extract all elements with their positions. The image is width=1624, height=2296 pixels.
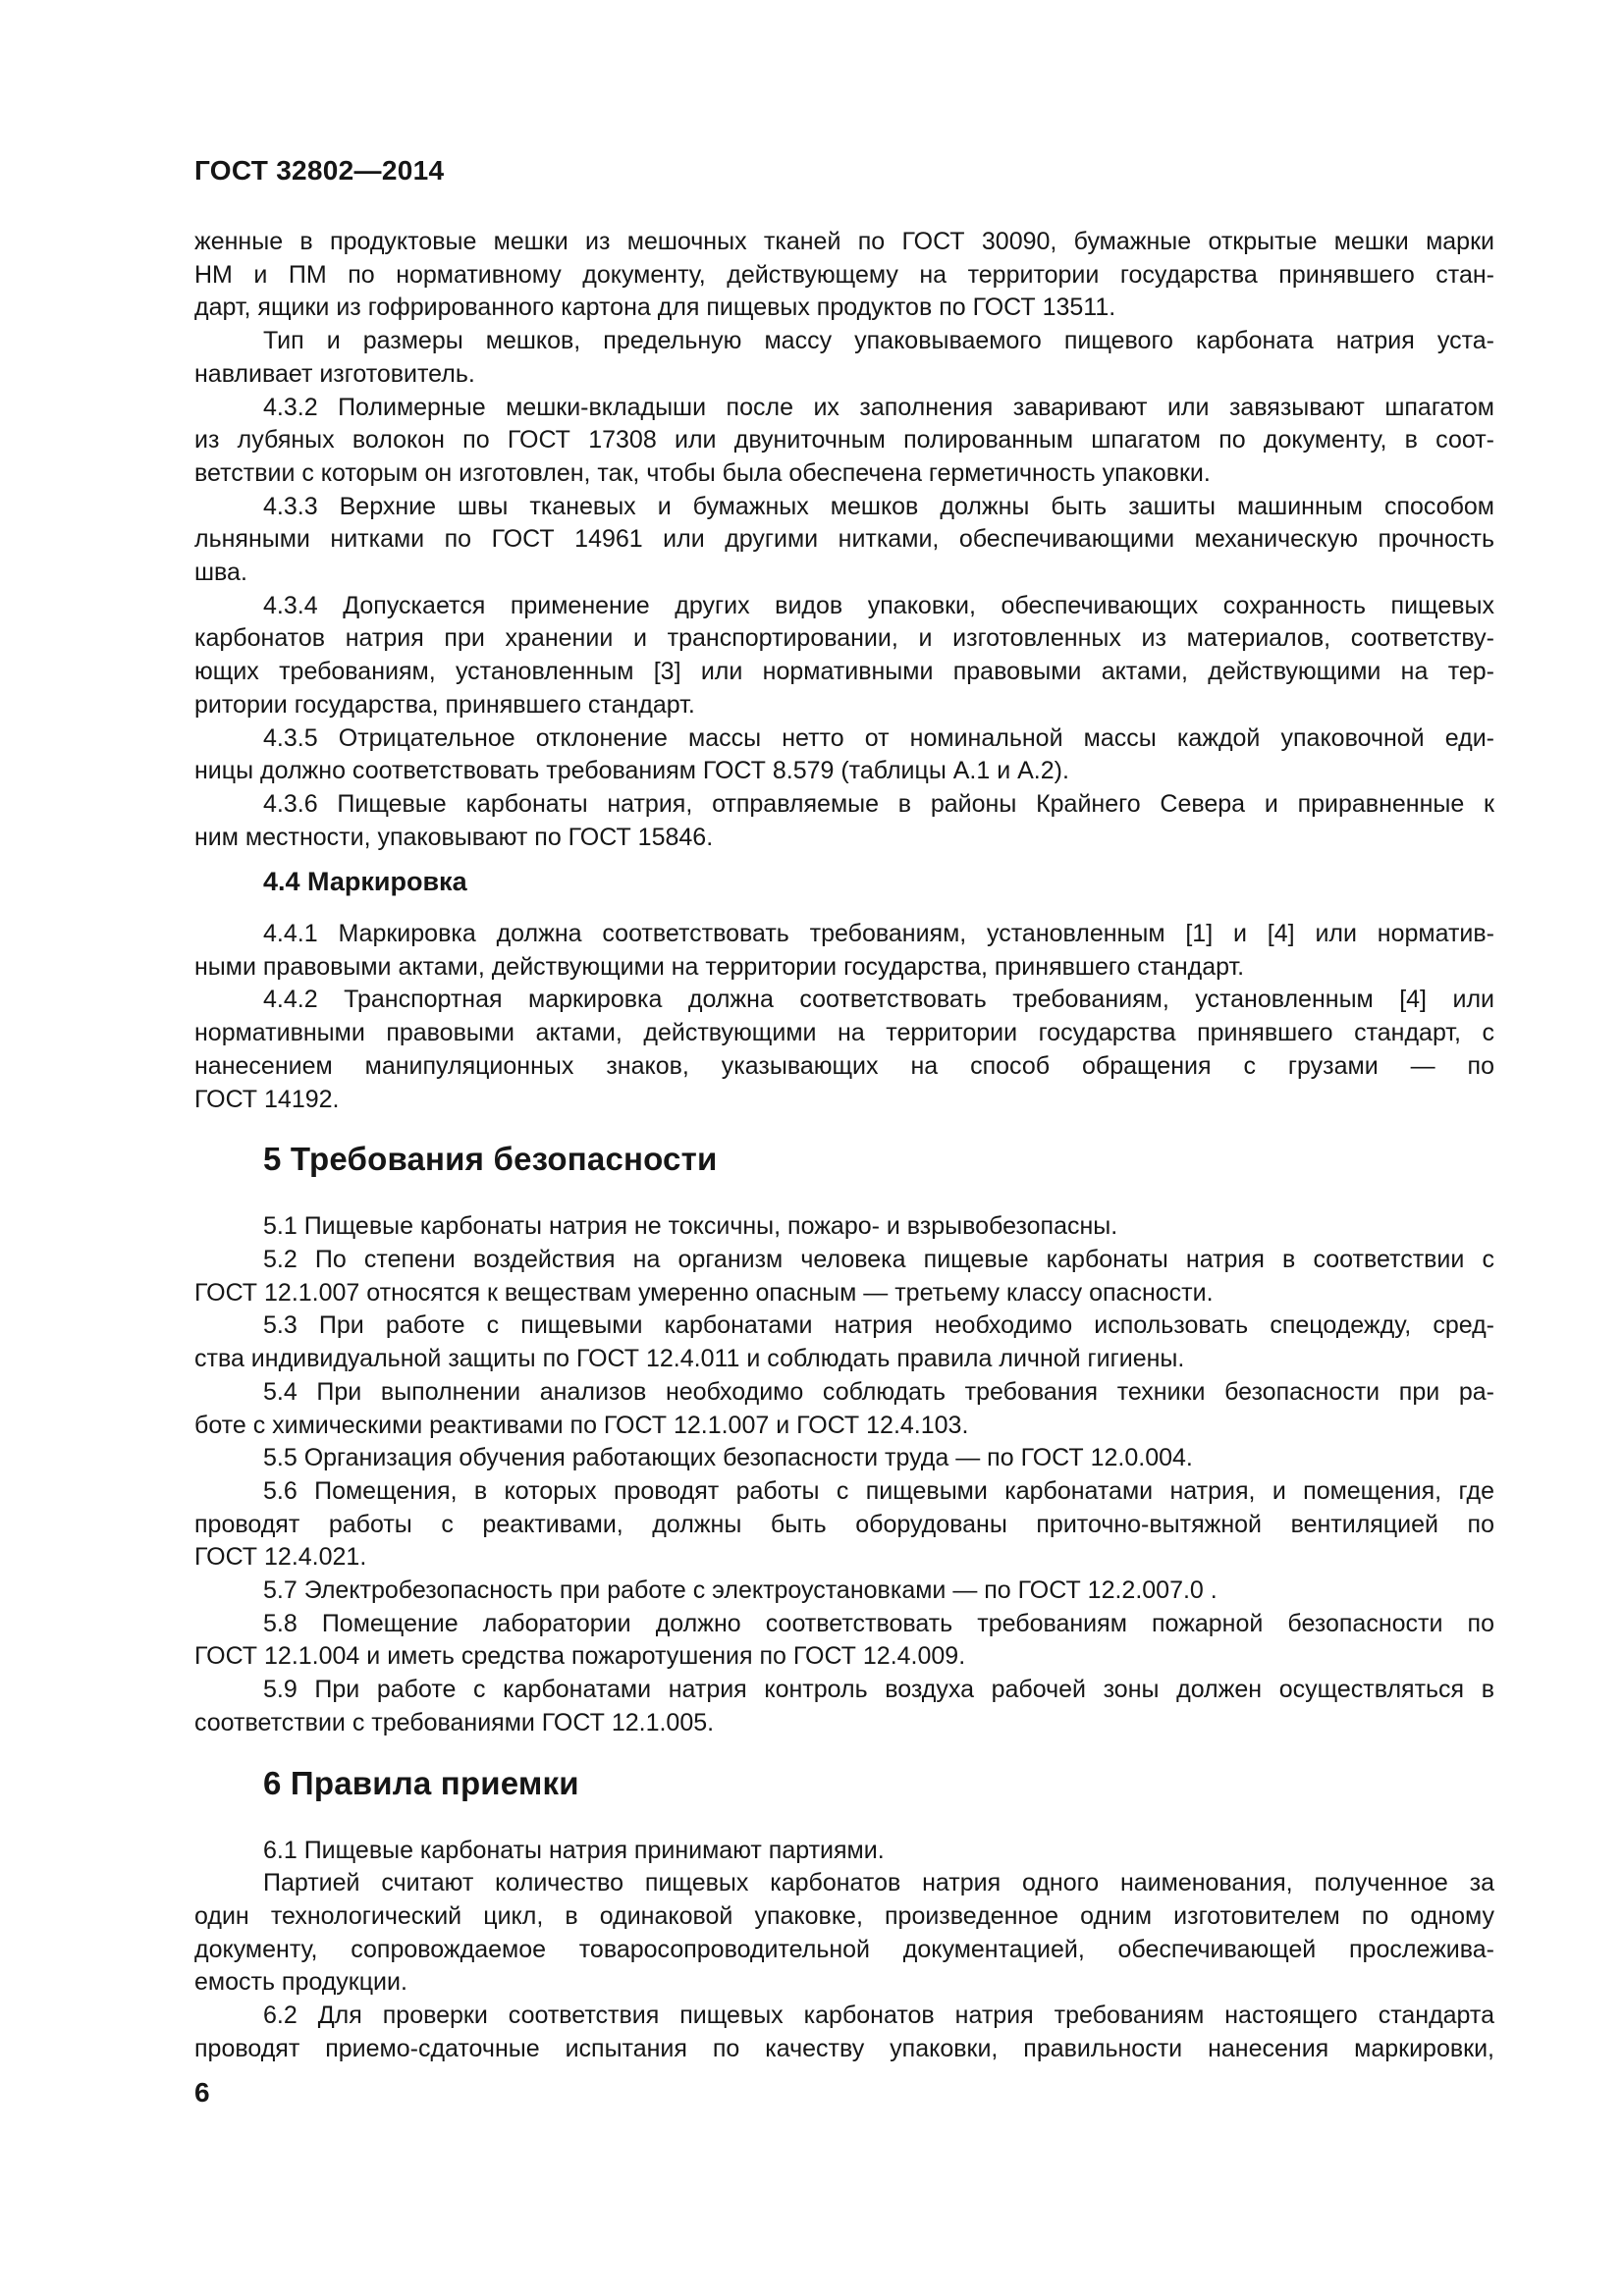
paragraph xyxy=(194,788,1494,854)
paragraph xyxy=(194,918,1494,984)
text-line: ГОСТ 12.1.004 и иметь средства пожаротушения по ГОСТ 12.4.009. xyxy=(194,1642,966,1671)
section-heading: 5 Требования безопасности xyxy=(263,1141,718,1178)
text-line: один технологический цикл, в одинаковой упаковке, произведенное одним изготовителем по одному xyxy=(194,1901,1494,1930)
text-line: 6.2 Для проверки соответствия пищевых карбонатов натрия требованиям настоящего стандарта xyxy=(263,2002,1494,2030)
text-line: боте с химическими реактивами по ГОСТ 12.1.007 и ГОСТ 12.4.103. xyxy=(194,1411,969,1439)
text-line: ним местности, упаковывают по ГОСТ 15846. xyxy=(194,823,714,851)
text-line: НМ и ПМ по нормативному документу, действующему на территории государства принявшего стан- xyxy=(194,260,1494,289)
text-line: 4.3.4 Допускается применение других видов упаковки, обеспечивающих сохранность пищевых xyxy=(263,591,1494,619)
text-line: 5.9 При работе с карбонатами натрия контроль воздуха рабочей зоны должен осуществляться в xyxy=(263,1676,1494,1704)
text-line: Партией считают количество пищевых карбонатов натрия одного наименования, полученное за xyxy=(263,1869,1494,1897)
paragraph xyxy=(194,590,1494,722)
section-heading: 6 Правила приемки xyxy=(263,1764,579,1801)
text-line: ства индивидуальной защиты по ГОСТ 12.4.011 и соблюдать правила личной гигиены. xyxy=(194,1345,1185,1373)
paragraph xyxy=(194,1575,1494,1608)
paragraph xyxy=(194,1442,1494,1475)
text-line: ритории государства, принявшего стандарт. xyxy=(194,690,695,719)
text-line: шва. xyxy=(194,559,247,587)
paragraph xyxy=(194,325,1494,391)
text-line: льняными нитками по ГОСТ 14961 или другими нитками, обеспечивающими механическую прочность xyxy=(194,525,1494,554)
text-line: ГОСТ 12.4.021. xyxy=(194,1543,367,1572)
paragraph xyxy=(194,984,1494,1116)
paragraph xyxy=(194,1475,1494,1575)
text-line: 5.2 По степени воздействия на организм человека пищевые карбонаты натрия в соответствии с xyxy=(263,1245,1494,1273)
text-line: 5.7 Электробезопасность при работе с электроустановками — по ГОСТ 12.2.007.0 . xyxy=(263,1576,1218,1605)
text-line: 4.3.5 Отрицательное отклонение массы нетто от номинальной массы каждой упаковочной еди- xyxy=(263,723,1494,752)
text-line: 4.4.2 Транспортная маркировка должна соответствовать требованиям, установленным [4] или xyxy=(263,986,1494,1014)
text-line: 4.3.3 Верхние швы тканевых и бумажных мешков должны быть зашиты машинным способом xyxy=(263,492,1494,520)
text-line: женные в продуктовые мешки из мешочных тканей по ГОСТ 30090, бумажные открытые мешки марки xyxy=(194,228,1494,255)
text-line: карбонатов натрия при хранении и транспортировании, и изготовленных из материалов, соответству- xyxy=(194,624,1494,653)
paragraph xyxy=(194,1309,1494,1375)
subsection-heading: 4.4 Маркировка xyxy=(263,867,467,897)
paragraph xyxy=(194,1835,1494,1868)
text-line: 5.8 Помещение лаборатории должно соответствовать требованиям пожарной безопасности по xyxy=(263,1609,1494,1637)
text-line: 4.4.1 Маркировка должна соответствовать требованиям, установленным [1] и [4] или норматив- xyxy=(263,920,1494,948)
text-line: ющих требованиям, установленным [3] или нормативными правовыми актами, действующими на тер- xyxy=(194,658,1494,686)
text-line: соответствии с требованиями ГОСТ 12.1.005. xyxy=(194,1708,715,1736)
text-line: ветствии с которым он изготовлен, так, чтобы была обеспечена герметичность упаковки. xyxy=(194,458,1211,487)
paragraph xyxy=(194,392,1494,491)
page-header: ГОСТ 32802—2014 xyxy=(194,155,445,186)
paragraph xyxy=(194,226,1494,325)
text-line: 4.3.2 Полимерные мешки-вкладыши после их заполнения заваривают или завязывают шпагатом xyxy=(263,393,1494,421)
text-line: из лубяных волокон по ГОСТ 17308 или двуниточным полированным шпагатом по документу, в соот- xyxy=(194,426,1494,454)
text-line: 6.1 Пищевые карбонаты натрия принимают партиями. xyxy=(263,1836,885,1864)
text-line: Тип и размеры мешков, предельную массу упаковываемого пищевого карбоната натрия уста- xyxy=(263,327,1494,355)
paragraph xyxy=(194,1674,1494,1739)
text-line: 5.5 Организация обучения работающих безопасности труда — по ГОСТ 12.0.004. xyxy=(263,1444,1193,1472)
page-number: 6 xyxy=(194,2077,210,2109)
paragraph xyxy=(194,2000,1494,2065)
text-line: 5.4 При выполнении анализов необходимо соблюдать требования техники безопасности при ра- xyxy=(263,1377,1494,1406)
text-line: навливает изготовитель. xyxy=(194,359,475,388)
text-line: 5.6 Помещения, в которых проводят работы с пищевыми карбонатами натрия, и помещения, где xyxy=(263,1476,1494,1505)
text-line: проводят работы с реактивами, должны быть оборудованы приточно-вытяжной вентиляцией по xyxy=(194,1510,1494,1538)
document-body xyxy=(194,226,1494,2065)
text-line: ными правовыми актами, действующими на территории государства, принявшего стандарт. xyxy=(194,952,1245,981)
paragraph xyxy=(194,1376,1494,1442)
paragraph xyxy=(194,1608,1494,1674)
text-line: 5.1 Пищевые карбонаты натрия не токсичны, пожаро- и взрывобезопасны. xyxy=(263,1212,1118,1241)
text-line: ГОСТ 14192. xyxy=(194,1085,340,1113)
text-line: ницы должно соответствовать требованиям ГОСТ 8.579 (таблицы А.1 и А.2). xyxy=(194,757,1069,785)
text-line: 5.3 При работе с пищевыми карбонатами натрия необходимо использовать спецодежду, сред- xyxy=(263,1311,1494,1340)
paragraph xyxy=(194,1244,1494,1309)
text-line: нормативными правовыми актами, действующими на территории государства принявшего стандарт, с xyxy=(194,1019,1494,1047)
paragraph xyxy=(194,1867,1494,2000)
text-line: 4.3.6 Пищевые карбонаты натрия, отправляемые в районы Крайнего Севера и приравненные к xyxy=(263,789,1494,818)
text-line: нанесением манипуляционных знаков, указывающих на способ обращения с грузами — по xyxy=(194,1051,1494,1080)
paragraph xyxy=(194,722,1494,788)
text-line: дарт, ящики из гофрированного картона для пищевых продуктов по ГОСТ 13511. xyxy=(194,294,1116,322)
paragraph xyxy=(194,491,1494,590)
text-line: проводят приемо-сдаточные испытания по качеству упаковки, правильности нанесения маркировки, xyxy=(194,2034,1494,2062)
text-line: емость продукции. xyxy=(194,1968,407,1997)
text-line: документу, сопровождаемое товаросопроводительной документацией, обеспечивающей прослежива- xyxy=(194,1935,1494,1963)
paragraph xyxy=(194,1210,1494,1244)
text-line: ГОСТ 12.1.007 относятся к веществам умеренно опасным — третьему классу опасности. xyxy=(194,1278,1214,1307)
